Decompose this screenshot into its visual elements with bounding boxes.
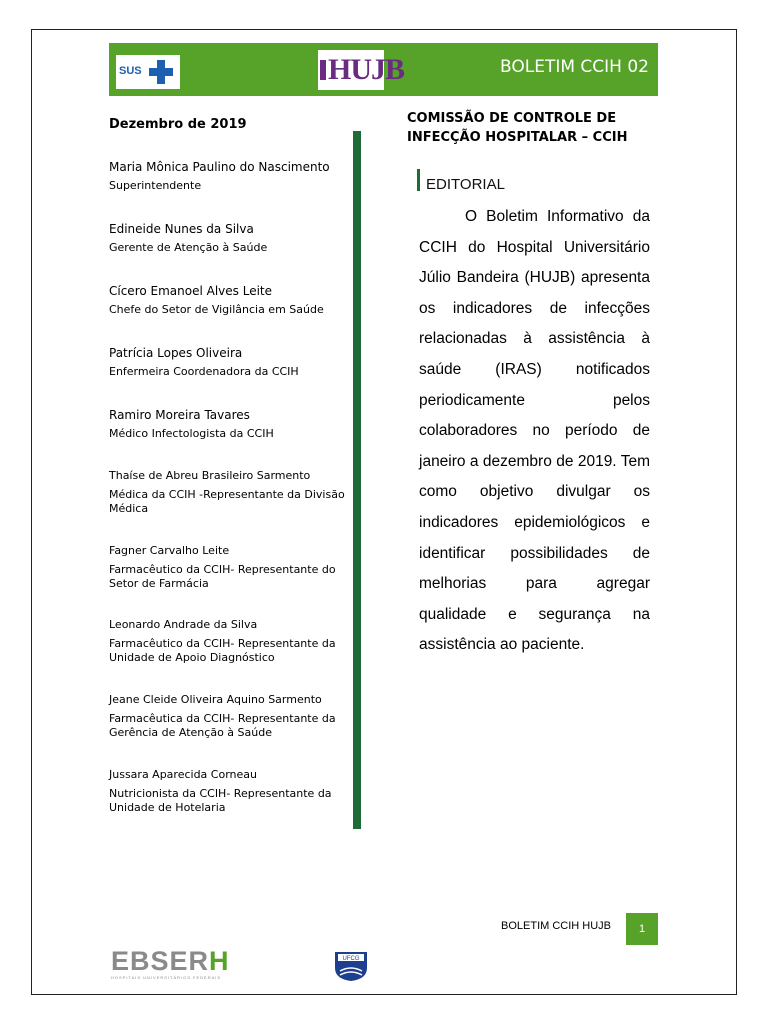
staff-entry [109,159,354,193]
staff-name: Thaíse de Abreu Brasileiro Sarmento [109,469,311,482]
ufcg-logo [332,950,370,982]
staff-role: Nutricionista da CCIH- Representante da Unidade de Hotelaria [109,787,332,814]
sus-logo-text: SUS [119,65,142,77]
staff-entry [109,767,354,815]
page-number: 1 [626,913,658,945]
staff-entry [109,543,354,591]
footer-label: BOLETIM CCIH HUJB [501,920,612,932]
staff-name: Patrícia Lopes Oliveira [109,346,243,360]
staff-name: Maria Mônica Paulino do Nascimento [109,160,330,174]
staff-role: Médico Infectologista da CCIH [109,427,274,440]
commission-line-2: INFECÇÃO HOSPITALAR – CCIH [407,130,628,145]
editorial-accent-bar [417,169,420,191]
staff-entry [109,221,354,255]
sus-logo [116,55,180,89]
commission-heading [407,109,627,147]
staff-name: Fagner Carvalho Leite [109,544,230,557]
hujb-logo-bar [320,60,326,80]
hujb-logo [318,50,405,90]
staff-role: Superintendente [109,179,202,192]
staff-role: Farmacêutica da CCIH- Representante da Gerência de Atenção à Saúde [109,712,336,739]
staff-role: Farmacêutico da CCIH- Representante da Unidade de Apoio Diagnóstico [109,637,336,664]
sus-cross-icon-bar [149,68,173,76]
staff-name: Edineide Nunes da Silva [109,222,254,236]
issue-date: Dezembro de 2019 [109,117,247,132]
commission-line-1: COMISSÃO DE CONTROLE DE [407,111,617,126]
staff-entry [109,468,354,516]
staff-name: Leonardo Andrade da Silva [109,618,258,631]
staff-name: Ramiro Moreira Tavares [109,408,250,422]
staff-role: Enfermeira Coordenadora da CCIH [109,365,299,378]
ebserh-subtitle: HOSPITAIS UNIVERSITÁRIOS FEDERAIS [111,975,222,980]
staff-name: Cícero Emanoel Alves Leite [109,284,272,298]
staff-role: Gerente de Atenção à Saúde [109,241,268,254]
staff-entry [109,692,354,740]
ufcg-logo-text: UFCG [342,956,360,962]
hujb-logo-text: HUJB [328,53,405,86]
header-banner [109,43,658,96]
ebserh-logo-text [111,947,230,975]
staff-role: Chefe do Setor de Vigilância em Saúde [109,303,324,316]
staff-entry [109,407,354,441]
staff-name: Jussara Aparecida Corneau [109,768,257,781]
staff-entry [109,283,354,317]
editorial-title: EDITORIAL [426,176,505,193]
column-divider [353,131,361,829]
staff-role: Farmacêutico da CCIH- Representante do Setor de Farmácia [109,563,336,590]
bulletin-title: BOLETIM CCIH 02 [500,57,649,77]
staff-entry [109,617,354,665]
ebserh-logo-main: EBSER [111,946,210,976]
staff-role: Médica da CCIH -Representante da Divisão Médica [109,488,345,515]
ebserh-logo [111,947,230,980]
editorial-text: O Boletim Informativo da CCIH do Hospital Universitário Júlio Bandeira (HUJB) apresenta os indicadores de infecções relacionadas à assistência à saúde (IRAS) notificados periodicamente pelos colaboradores no período de janeiro a dezembro de 2019. Tem como objetivo divulgar os indicadores epidemiológicos e identificar possibilidades de melhorias para agregar qualidade e segurança na assistência ao paciente. [419,208,650,654]
ebserh-logo-h: H [209,946,230,976]
staff-name: Jeane Cleide Oliveira Aquino Sarmento [109,693,322,706]
staff-entry [109,345,354,379]
